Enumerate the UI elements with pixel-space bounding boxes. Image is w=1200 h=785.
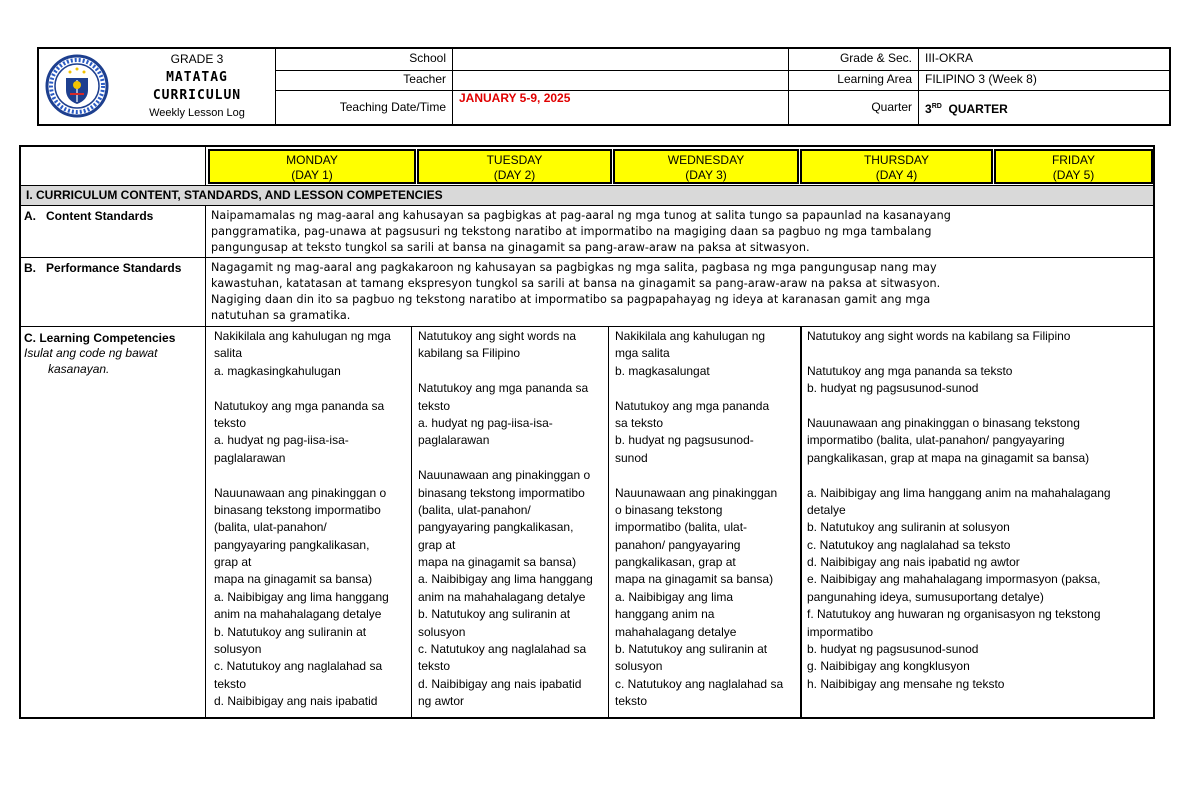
text-line: Nagagamit ng mag-aaral ang pagkakaroon ng kahusayan sa pagbigkas ng mga salita, pagbasa ng mga pangungusap nang may <box>211 261 937 274</box>
competency-line: impormatibo <box>807 624 874 639</box>
day-header-thursday <box>800 149 993 184</box>
competency-line <box>615 467 795 484</box>
grade-sec-label: Grade & Sec. <box>789 49 919 70</box>
competency-line: Nakikilala ang kahulugan ng mga <box>214 329 391 343</box>
competency-line: Nauunawaan ang pinakinggan <box>615 485 778 500</box>
grade-sec-field[interactable]: III-OKRA <box>925 51 974 65</box>
competency-line: impormatibo (balita, ulat-panahon/ pangyayaring <box>807 433 1065 448</box>
competency-line: b. Natutukoy ang suliranin at <box>214 624 367 639</box>
competency-line: b. Natutukoy ang suliranin at <box>418 607 571 622</box>
teaching-date-field[interactable]: JANUARY 5-9, 2025 <box>453 90 789 124</box>
learning-competencies-label <box>24 331 204 377</box>
row-letter: B. <box>24 261 36 275</box>
competency-line: mahahalagang detalye <box>615 624 737 639</box>
learning-area-label: Learning Area <box>789 70 919 90</box>
day-number: (DAY 5) <box>1052 168 1095 182</box>
quarter-ordinal: RD <box>931 103 942 110</box>
day-name: MONDAY <box>286 153 338 167</box>
header-row-school <box>275 49 1169 71</box>
text-line: Naipamamalas ng mag-aaral ang kahusayan sa pagbigkas at pag-aaral ng mga tunog at salita tungo sa papaunlad na kasanayang <box>211 209 951 222</box>
competency-line: Natutukoy ang mga pananda sa teksto <box>807 363 1013 378</box>
competency-line <box>418 450 603 467</box>
competency-line: sunod <box>615 450 648 465</box>
lesson-log-table <box>19 145 1155 719</box>
competency-line <box>615 380 795 397</box>
competency-line: salita <box>214 346 243 361</box>
text-line: natutuhan sa gramatika. <box>211 309 351 322</box>
program-name-line1: MATATAG <box>166 70 228 85</box>
teacher-field[interactable] <box>453 70 789 90</box>
competency-line: b. magkasalungat <box>615 363 710 378</box>
day-header-friday <box>994 149 1153 184</box>
competency-line: c. Natutukoy ang naglalahad sa <box>214 659 383 674</box>
competency-line: pangyayaring pangkalikasan, <box>214 537 370 552</box>
grade-level: GRADE 3 <box>170 52 224 66</box>
divider <box>608 326 609 717</box>
competency-line: teksto <box>214 676 247 691</box>
competency-line: Natutukoy ang sight words na kabilang sa Filipino <box>807 329 1071 343</box>
day-name: FRIDAY <box>1051 153 1096 167</box>
competency-line: Nakikilala ang kahulugan ng <box>615 329 766 343</box>
header-row-teacher <box>275 70 1169 91</box>
competency-line: Natutukoy ang sight words na <box>418 329 577 343</box>
competency-line: d. Naibibigay ang nais ipabatid ng awtor <box>807 555 1020 570</box>
competency-line: pangkalikasan, grap at <box>615 555 736 570</box>
day-header-monday <box>208 149 416 184</box>
competency-line: kabilang sa Filipino <box>418 346 521 361</box>
divider <box>411 326 412 717</box>
divider <box>21 185 1153 186</box>
thursday-friday-competencies <box>807 328 1149 718</box>
competency-line: binasang tekstong impormatibo <box>214 502 381 517</box>
competency-line <box>807 398 1149 415</box>
competency-line: c. Natutukoy ang naglalahad sa teksto <box>807 537 1011 552</box>
competency-line: teksto <box>418 398 451 413</box>
competency-line: anim na mahahalagang detalye <box>214 607 382 622</box>
divider <box>205 205 206 717</box>
content-standards-label <box>24 209 204 223</box>
competency-line: impormatibo (balita, ulat- <box>615 520 748 535</box>
competency-line: o binasang tekstong <box>615 502 723 517</box>
competency-line: hanggang anim na <box>615 607 715 622</box>
section-title: I. CURRICULUM CONTENT, STANDARDS, AND LESSON COMPETENCIES <box>21 186 1153 205</box>
competency-line: b. hudyat ng pagsusunod- <box>615 433 754 448</box>
header-row-date <box>275 90 1169 124</box>
quarter-label: Quarter <box>789 90 919 124</box>
logo-cell <box>39 49 276 124</box>
log-title: Weekly Lesson Log <box>149 107 245 119</box>
competency-line: ng awtor <box>418 694 465 709</box>
competency-line: a. Naibibigay ang lima hanggang <box>418 572 593 587</box>
divider <box>205 147 206 185</box>
competency-line <box>807 345 1149 362</box>
day-number: (DAY 1) <box>291 168 333 182</box>
text-line: kawastuhan, katatasan at tamang ekspresyon tungkol sa sarili at bansa na ginagamit sa pang-araw-araw na paksa at sitwasyon. <box>211 277 941 290</box>
divider <box>800 326 802 717</box>
content-standards-text <box>211 208 1146 256</box>
competency-line: b. Natutukoy ang suliranin at solusyon <box>807 520 1010 535</box>
text-line: panggramatika, pag-unawa at pagsusuri ng tekstong naratibo at impormatibo na magiging daan sa pagbuo ng mga tambalang <box>211 225 932 238</box>
competency-line <box>214 380 404 397</box>
row-title: Content Standards <box>46 209 154 223</box>
program-name-line2: CURRICULUN <box>152 88 242 103</box>
competency-line: (balita, ulat-panahon/ <box>418 502 531 517</box>
competency-line: a. Naibibigay ang lima hanggang <box>214 589 389 604</box>
competency-line: a. magkasingkahulugan <box>214 363 341 378</box>
lesson-log-header <box>37 47 1171 126</box>
competency-line: panahon/ pangyayaring <box>615 537 741 552</box>
day-name: TUESDAY <box>486 153 543 167</box>
competency-line: teksto <box>214 415 247 430</box>
competency-line: b. Natutukoy ang suliranin at <box>615 642 768 657</box>
competency-line: pangunahing ideya, sumusuportang detalye) <box>807 589 1044 604</box>
competency-line: c. Natutukoy ang naglalahad sa <box>615 676 784 691</box>
wednesday-competencies <box>615 328 795 718</box>
competency-line: b. hudyat ng pagsusunod-sunod <box>807 381 979 396</box>
day-header-tuesday <box>417 149 612 184</box>
teacher-label: Teacher <box>275 70 453 90</box>
competency-line: pangkalikasan, grap at mapa na ginagamit sa bansa) <box>807 450 1090 465</box>
text-line: Nagiging daan din ito sa pagbuo ng tekstong naratibo at impormatibo sa pagpapahayag ng ideya at karanasan gamit ang mga <box>211 293 931 306</box>
competency-line: a. Naibibigay ang lima hanggang anim na mahahalagang <box>807 485 1111 500</box>
competency-line: grap at <box>214 555 252 570</box>
competency-line: Nauunawaan ang pinakinggan o <box>214 485 387 500</box>
row-letter: A. <box>24 209 36 223</box>
competency-line: paglalarawan <box>418 433 490 448</box>
competency-line: paglalarawan <box>214 450 286 465</box>
day-number: (DAY 3) <box>685 168 727 182</box>
competency-line: (balita, ulat-panahon/ <box>214 520 327 535</box>
teaching-date-label: Teaching Date/Time <box>275 90 453 124</box>
competency-line: solusyon <box>615 659 663 674</box>
competency-line: sa teksto <box>615 415 664 430</box>
competency-line: a. Naibibigay ang lima <box>615 589 734 604</box>
text-line: pangungusap at teksto tungkol sa sarili at bansa na ginagamit sa pang-araw-araw na paksa at sitwasyon. <box>211 241 810 254</box>
competency-line: h. Naibibigay ang mensahe ng teksto <box>807 676 1005 691</box>
competency-line: solusyon <box>214 642 262 657</box>
competency-line: g. Naibibigay ang kongklusyon <box>807 659 970 674</box>
competency-line: anim na mahahalagang detalye <box>418 589 586 604</box>
competency-line: detalye <box>807 502 846 517</box>
row-instruction: Isulat ang code ng bawat <box>24 346 158 360</box>
competency-line: Natutukoy ang mga pananda <box>615 398 770 413</box>
competency-line: mga salita <box>615 346 670 361</box>
competency-line: d. Naibibigay ang nais ipabatid <box>418 676 582 691</box>
competency-line: d. Naibibigay ang nais ipabatid <box>214 694 378 709</box>
day-number: (DAY 2) <box>493 168 536 182</box>
performance-standards-text <box>211 260 1146 324</box>
day-header-wednesday <box>613 149 799 184</box>
competency-line: mapa na ginagamit sa bansa) <box>418 555 577 570</box>
competency-line: Nauunawaan ang pinakinggan o <box>418 468 591 483</box>
day-name: WEDNESDAY <box>667 153 745 167</box>
competency-line: a. hudyat ng pag-iisa-isa- <box>214 433 349 448</box>
competency-line: teksto <box>418 659 451 674</box>
divider <box>21 205 1153 206</box>
row-title: Performance Standards <box>46 261 182 275</box>
competency-line: solusyon <box>418 624 466 639</box>
tuesday-competencies <box>418 328 603 718</box>
day-name: THURSDAY <box>863 153 930 167</box>
learning-area-field[interactable]: FILIPINO 3 (Week 8) <box>925 72 1037 86</box>
quarter-number: 3 <box>925 102 932 116</box>
competency-line: binasang tekstong impormatibo <box>418 485 585 500</box>
competency-line: c. Natutukoy ang naglalahad sa <box>418 642 587 657</box>
competency-line <box>214 467 404 484</box>
competency-line <box>807 467 1149 484</box>
competency-line: teksto <box>615 694 648 709</box>
competency-line: Natutukoy ang mga pananda sa <box>214 398 385 413</box>
competency-line: f. Natutukoy ang huwaran ng organisasyon ng tekstong <box>807 607 1101 622</box>
competency-line: pangyayaring pangkalikasan, <box>418 520 574 535</box>
divider <box>21 326 1153 327</box>
performance-standards-label <box>24 261 204 275</box>
school-label: School <box>275 49 453 70</box>
divider <box>21 257 1153 258</box>
school-field[interactable] <box>453 49 789 70</box>
quarter-word: QUARTER <box>948 102 1008 116</box>
competency-line: mapa na ginagamit sa bansa) <box>214 572 373 587</box>
competency-line: Natutukoy ang mga pananda sa <box>418 381 589 396</box>
competency-line: a. hudyat ng pag-iisa-isa- <box>418 415 553 430</box>
quarter-field[interactable] <box>919 90 1169 124</box>
competency-line: grap at <box>418 537 456 552</box>
deped-seal-icon <box>45 54 109 118</box>
row-title: C. Learning Competencies <box>24 331 176 345</box>
competency-line: Nauunawaan ang pinakinggan o binasang tekstong <box>807 415 1080 430</box>
day-number: (DAY 4) <box>875 168 918 182</box>
competency-line: e. Naibibigay ang mahahalagang impormasyon (paksa, <box>807 572 1101 587</box>
row-instruction: kasanayan. <box>48 362 110 376</box>
monday-competencies <box>214 328 404 718</box>
competency-line: mapa na ginagamit sa bansa) <box>615 572 774 587</box>
competency-line: b. hudyat ng pagsusunod-sunod <box>807 642 979 657</box>
competency-line <box>418 363 603 380</box>
